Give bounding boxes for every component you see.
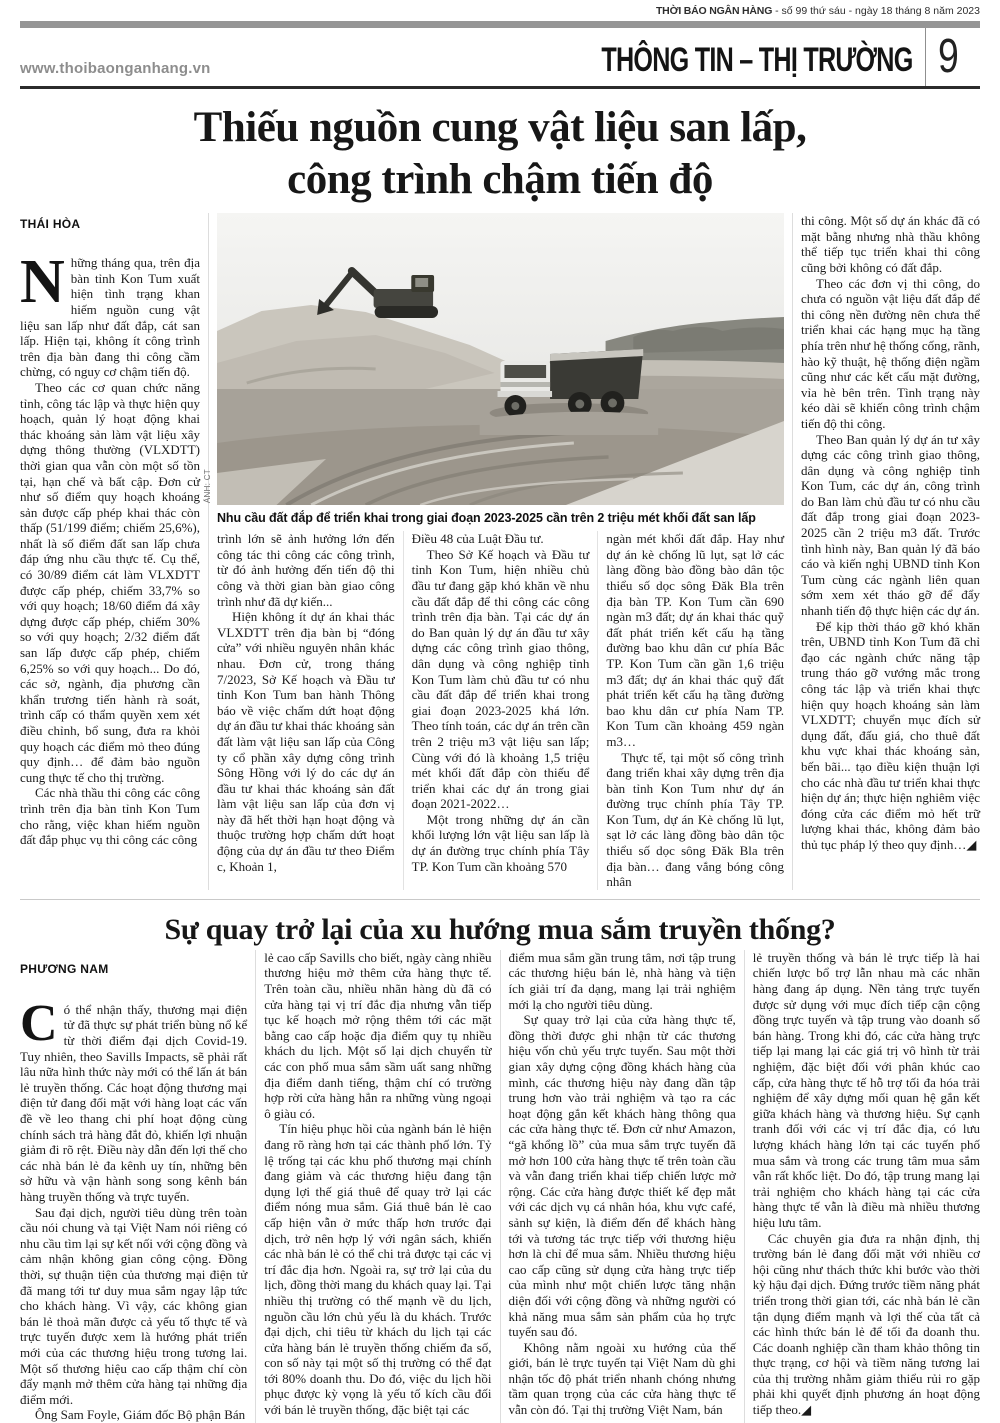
- article1-column-1: [20, 213, 208, 890]
- article2-paragraph: Sự quay trở lại của cửa hàng thực tế, đồng thời được ghi nhận từ các thương hiệu vốn chủ yếu trực tuyến. Sau một thời gian xây dựng cộng đồng khách hàng của mình, các thương hiệu này đang dần tập trung hơn vào trải nghiệm và tạo ra các hoạt động gắn kết khách hàng thông qua các cửa hàng thực tế. Đơn cử như Amazon, “gã khổng lồ” của mua sắm trực tuyến đã mở hơn 100 cửa hàng thực tế trên toàn cầu và vẫn đang triển khai tiếp chiến lược mở rộng. Các cửa hàng được thiết kế đẹp mắt với các dịch vụ cá nhân hóa, khu vực café, sảnh sự kiện, là điểm đến để khách hàng tới và tương tác trực tiếp với thương hiệu hơn là chỉ để mua sắm. Nhiều thương hiệu cao cấp cũng sử dụng cửa hàng trực tiếp của mình như một chiến lược tăng nhận diện đối với cộng đồng và những người có khả năng mua sắm sản phẩm của họ trực tuyến sau đó.: [508, 1012, 736, 1340]
- article1-paragraph: Những tháng qua, trên địa bàn tỉnh Kon Tum xuất hiện tình trạng khan hiếm nguồn cung vật liệu san lấp như đất đắp, cát san lấp. Hiện tại, không ít công trình trên địa bàn đang thi công cầm chừng, có nguy cơ chậm tiến độ.: [20, 248, 200, 380]
- article2-paragraph: Không nằm ngoài xu hướng của thế giới, bán lẻ trực tuyến tại Việt Nam dù ghi nhận tốc độ phát triển nhanh chóng nhưng tầm quan trọng của các cửa hàng thực tế vẫn còn đó. Tại thị trường Việt Nam, bán: [508, 1339, 736, 1418]
- article2-column-1: [20, 950, 255, 1423]
- article2-column-2: [255, 950, 499, 1423]
- article1-headline: [20, 102, 980, 205]
- article1-paragraph: Theo Ban quản lý dự án tư xây dựng các công trình giao thông, dân dụng và công nghiệp tỉnh Kon Tum, các dự án, công trình do Ban làm chủ đầu tư có nhu cầu đất đắp trong giai đoạn 2023-2025 cần 2 triệu m3 đất. Trước tình hình này, Ban quản lý đã báo cáo và kiến nghị UBND tỉnh Kon Tum cùng các ngành liên quan sớm xem xét tháo gỡ để đẩy nhanh tiến độ thực hiện các dự án.: [801, 431, 980, 619]
- masthead-name: THỜI BÁO NGÂN HÀNG: [655, 5, 773, 17]
- article2-body: [20, 950, 980, 1423]
- issue-info: - số 99 thứ sáu - ngày 18 tháng 8 năm 2023: [772, 5, 980, 17]
- article2-paragraph: Ông Sam Foyle, Giám đốc Bộ phận Bán: [35, 1407, 246, 1423]
- article1-paragraph: ngàn mét khối đất đắp. Hay như dự án kè chống lũ lụt, sạt lở các làng đồng bào đồng bào dân tộc thiểu số dọc sông Đăk Bla trên địa bàn TP. Kon Tum cần 690 ngàn m3 đất; dự án khai thác quỹ đất phát triển kết cấu hạ tầng đường bao khu dân cư phía Bắc TP. Kon Tum cần gần 1,6 triệu m3 đất; dự án khai thác quỹ đất phát triển kết cấu hạ tầng đường bao khu dân cư phía Nam TP. Kon Tum cần khoảng 459 ngàn m3…: [606, 531, 785, 749]
- article2-paragraph: Có thể nhận thấy, thương mại điện tử đã thực sự phát triển bùng nổ kể từ thời điểm đại dịch Covid-19. Tuy nhiên, theo Savills Impacts, sẽ phải rất lâu nữa hình thức này mới có thể lấn át bán lẻ truyền thống. Các hoạt động thương mại điện tử đang đối mặt với hàng loạt các vấn đề về leo thang chi phí hoạt động cùng chính sách trả hàng đắt đỏ, khiến lợi nhuận giảm đi rõ rệt. Điều này dẫn đến lợi thế cho các nhà bán lẻ đa kênh uy tín, những bên sở hữu và vận hành song song kênh bán hàng truyền thống và trực tuyến.: [20, 994, 248, 1204]
- article2-headline: Sự quay trở lại của xu hướng mua sắm truyền thống?: [164, 912, 836, 946]
- article1-paragraph: Một trong những dự án cần khối lượng lớn vật liệu san lấp là dự án đường trục chính phía Tây TP. Kon Tum cần khoảng 570: [411, 811, 590, 874]
- article2-column-3: [500, 950, 744, 1423]
- page-number-box: [925, 28, 980, 86]
- photo-credit: ẢNH: CT: [203, 469, 212, 504]
- article2-paragraph: Các chuyên gia đưa ra nhận định, thị trường bán lẻ đang đối mặt với nhiều cơ hội cũng như thách thức khi bước vào thời kỳ hậu đại dịch. Đứng trước tiềm năng phát triển trong thời gian tới, các nhà bán lẻ cần tận dụng điểm mạnh và lợi thế của tất cả các hình thức bán lẻ để tối đa doanh thu. Các doanh nghiệp cần tham khảo thông tin thực trạng, cơ hội và tiềm năng tương lai của thị trường nhằm giảm thiểu rủi ro gặp phải khi quyết định phương án hoạt động tiếp theo.◢: [752, 1230, 980, 1418]
- article2-paragraph: Tín hiệu phục hồi của ngành bán lẻ hiện đang rõ ràng hơn tại các thành phố lớn. Tỷ lệ trống tại các khu phố thương mại chính đang giảm và các thương hiệu đang tận dụng lợi thế giá thuê để quay trở lại các điểm nóng mua sắm. Giá thuê bán lẻ cao cấp hiện vẫn ở mức thấp hơn trước đại dịch, trở nên hợp lý với ngân sách, khiến các nhà bán lẻ có thể chi trả được tại các vị trí đắc địa hơn. Ngoài ra, sự trở lại của du lịch, đồng thời mang du khách quay lại. Tại nhiều thị trường có thế mạnh về du lịch, nguồn cầu lớn chủ yếu là du khách. Trước đại dịch, chi tiêu từ khách du lịch tại các cửa hàng bán lẻ truyền thống chiếm đa số, con số này tại một số thị trường có thể đạt tới 80% doanh thu. Do đó, việc du lịch hồi phục được kỳ vọng là yếu tố kích cầu đối với bán lẻ truyền thống, đặc biệt tại các: [264, 1121, 492, 1418]
- article1-paragraph: Để kịp thời tháo gỡ khó khăn trên, UBND tỉnh Kon Tum đã chỉ đạo các ngành chức năng tập trung tháo gỡ vướng mắc trong công tác lập và triển khai thực hiện quy hoạch khoáng sản làm VLXDTT; chuyển mục đích sử dụng đất, đấu giá, cho thuê đất khu vực khai thác khoáng sản, bến bãi... tạo điều kiện thuận lợi cho các nhà đầu tư triển khai thực hiện dự án; thực hiện nghiêm việc đóng cửa các điểm mỏ hết trữ lượng khai thác, không đảm bảo thủ tục pháp lý theo quy định…◢: [801, 618, 980, 852]
- section-title: THÔNG TIN – THỊ TRƯỜNG: [601, 41, 913, 79]
- article1-paragraph: thi công. Một số dự án khác đã có mặt bằng nhưng nhà thầu không thể tiếp tục triển khai thi công cũng bởi không có đất đắp.: [801, 213, 980, 275]
- article-separator: [20, 899, 980, 900]
- article1-author: THÁI HÒA: [20, 217, 81, 232]
- construction-site-photo: [217, 213, 784, 505]
- article1-headline-line2: công trình chậm tiến độ: [287, 155, 713, 203]
- article1-photo: [203, 213, 784, 505]
- article1-paragraph: Thực tế, tại một số công trình đang triển khai xây dựng trên địa bàn tỉnh Kon Tum như dự án đường trục chính phía Tây TP. Kon Tum, dự án Kè chống lũ lụt, sạt lở các làng đồng bào dân tộc thiểu số dọc sông Đăk Bla trên địa bàn… đang vắng bóng công nhân: [606, 749, 785, 890]
- article1-paragraph: Các nhà thầu thi công các công trình trên địa bàn tỉnh Kon Tum cho rằng, việc khan hiếm nguồn đất đắp phục vụ thi công các công: [20, 785, 200, 848]
- article2-author: PHƯƠNG NAM: [20, 961, 109, 976]
- page-number: 9: [938, 30, 959, 83]
- article2-paragraph: lẻ truyền thống và bán lẻ trực tiếp là hai chiến lược bổ trợ lẫn nhau mà các nhãn hàng đang áp dụng. Nền tảng trực tuyến được sử dụng với mục đích tiếp cận cộng đồng trực tuyến và tập trung vào doanh số bán hàng. Trong khi đó, các cửa hàng trực tiếp lại mang lại các giá trị vô hình từ trải nghiệm, đặc biệt đối với phân khúc cao cấp, cửa hàng thực tế hỗ trợ tối đa hóa trải nghiệm để xây dựng mối quan hệ gắn kết giữa khách hàng và thương hiệu. Sự cạnh tranh đối với các vị trí đắc địa, có lưu lượng khách hàng lớn tại các tuyến phố mua sắm và trong các trung tâm mua sắm vẫn rất khốc liệt. Do đó, tập trung mang lại trải nghiệm cho khách hàng tại các cửa hàng thực tế vẫn là điều mà nhiều thương hiệu lưu tâm.: [752, 949, 980, 1230]
- article1-column-2: [217, 531, 403, 890]
- article1-column-4: [597, 531, 784, 890]
- article2-paragraph: Sau đại dịch, người tiêu dùng trên toàn cầu nói chung và tại Việt Nam nói riêng có nhu cầu tìm lại sự kết nối với cộng đồng và cảm nhận không gian công cộng. Đồng thời, sự thuận tiện của thương mại điện tử đã mang tới tư duy mua sắm ngay lập tức cho khách hàng. Vì vậy, các không gian bán lẻ thoả mãn được cả yếu tố thực tế và trực tuyến được xem là hướng phát triển mới của các thương hiệu trong tương lai. Một số thương hiệu cao cấp thậm chí còn đẩy mạnh mở thêm cửa hàng tại những địa điểm mới.: [20, 1204, 248, 1407]
- article1-paragraph: Điều 48 của Luật Đầu tư.: [411, 531, 544, 547]
- article1-middle-section: [203, 213, 792, 890]
- article2-column-4: [744, 950, 980, 1423]
- header-gray-bar: [20, 21, 980, 28]
- photo-caption: Nhu cầu đất đắp để triển khai trong giai đoạn 2023-2025 cần trên 2 triệu mét khối đất san lấp: [217, 511, 756, 526]
- article2-paragraph: điểm mua sắm gần trung tâm, nơi tập trung các thương hiệu bán lẻ, nhà hàng và tiện ích giải trí đa dạng, mang lại trải nghiệm mới lạ cho người tiêu dùng.: [508, 949, 736, 1012]
- article2-paragraph: lẻ cao cấp Savills cho biết, ngày càng nhiều thương hiệu mở thêm cửa hàng thực tế. Trên toàn cầu, nhiều nhãn hàng dù đã có cửa hàng tại vị trí đắc địa nhưng vẫn tiếp tục kế hoạch mở rộng thêm tới các mặt bằng cao cấp hoặc địa điểm quy tụ nhiều khách du lịch. Một số lại dịch chuyển từ các con phố mua sắm sầm uất sang những địa điểm danh tiếng, thậm chí có trường hợp rời cửa hàng hẳn ra những vùng ngoại ô giàu có.: [264, 949, 492, 1121]
- article1-paragraph: trình lớn sẽ ảnh hưởng lớn đến công tác thi công các công trình, từ đó ảnh hưởng đến tiến độ thi công và thời gian bàn giao công trình như đã dự kiến...: [217, 531, 395, 609]
- article1-middle-columns: [217, 531, 784, 890]
- header-rule: [20, 86, 980, 89]
- article1-paragraph: Hiện không ít dự án khai thác VLXDTT trên địa bàn bị “đóng cửa” với nhiều nguyên nhân khác nhau. Đơn cử, trong tháng 7/2023, Sở Kế hoạch và Đầu tư tỉnh Kon Tum ban hành Thông báo về việc chấm dứt hoạt động dự án đầu tư khai thác khoáng sản đất làm vật liệu san lấp của Công ty cổ phần xây dựng công trình Sông Hồng với lý do các dự án đầu tư khai thác khoáng sản đất làm vật liệu san lấp của đơn vị này đã hết thời hạn hoạt động và thuộc trường hợp chấm dứt hoạt động của dự án đầu tư theo Điểm c, Khoản 1,: [217, 609, 395, 874]
- article1-paragraph: Theo các đơn vị thi công, do chưa có nguồn vật liệu đất đắp để thi công nền đường nên chưa thể triển khai các hạng mục hạ tầng phía trên như hệ thống cống, rãnh, hào kỹ thuật, hệ thống điện ngầm cũng như các kết cấu mặt đường, vỉa hè bên trên. Tình trạng này kéo dài sẽ khiến công trình chậm tiến độ thi công.: [801, 275, 980, 431]
- article1-dropcap: N: [20, 248, 65, 317]
- issue-info-strip: [20, 5, 980, 18]
- article1-body: [20, 213, 980, 890]
- article1-column-3: [403, 531, 598, 890]
- masthead-row: [20, 28, 980, 86]
- article1-paragraph: Theo Sở Kế hoạch và Đầu tư tỉnh Kon Tum, hiện nhiều chủ đầu tư đang gặp khó khăn về nhu cầu đất đắp để thi công các công trình trên địa bàn. Tại các dự án do Ban quản lý dự án đầu tư xây dựng các công trình giao thông, dân dụng và công nghiệp tỉnh Kon Tum làm chủ đầu tư có nhu cầu đất đắp để triển khai trong giai đoạn 2023-2025 khá lớn. Theo tính toán, các dự án trên cần trên 2 triệu m3 vật liệu san lấp; Cùng với đó là khoảng 1,5 triệu mét khối đất đắp còn thiếu để triển khai các dự án trong giai đoạn 2021-2022…: [411, 546, 590, 812]
- article1-paragraph: Theo các cơ quan chức năng tỉnh, công tác lập và thực hiện quy hoạch, quản lý hoạt động khai thác khoáng sản làm vật liệu xây dựng thông thường (VLXDTT) thời gian qua vẫn còn một số tồn tại, hạn chế và bất cập. Đơn cử như số điểm quy hoạch khoáng sản được cấp phép khai thác còn thấp (51/199 điểm; chiếm 25,6%), nhất là số điểm đất san lấp chưa đáp ứng nhu cầu thực tế. Cụ thể, có 30/89 điểm cát làm VLXDTT được cấp phép, chiếm 33,7% so với quy hoạch; 18/60 điểm đá xây dựng được cấp phép, chiếm 30% so với quy hoạch; 2/32 điểm đất san lấp được cấp phép, chiếm 6,25% so với quy hoạch... Do đó, các sở, ngành, địa phương cần khẩn trương tiến hành rà soát, trình cấp có thẩm quyền xem xét điều chỉnh, bổ sung, đưa ra khỏi quy hoạch các điểm mỏ theo đúng quy định… để đảm bảo nguồn cung thực tế cho thị trường.: [20, 379, 200, 785]
- article1-headline-line1: Thiếu nguồn cung vật liệu san lấp,: [193, 104, 807, 151]
- section-header: [492, 28, 980, 86]
- article1-column-5: [792, 213, 980, 890]
- article2-dropcap: C: [20, 994, 58, 1052]
- website-url: www.thoibaonganhang.vn: [20, 60, 211, 77]
